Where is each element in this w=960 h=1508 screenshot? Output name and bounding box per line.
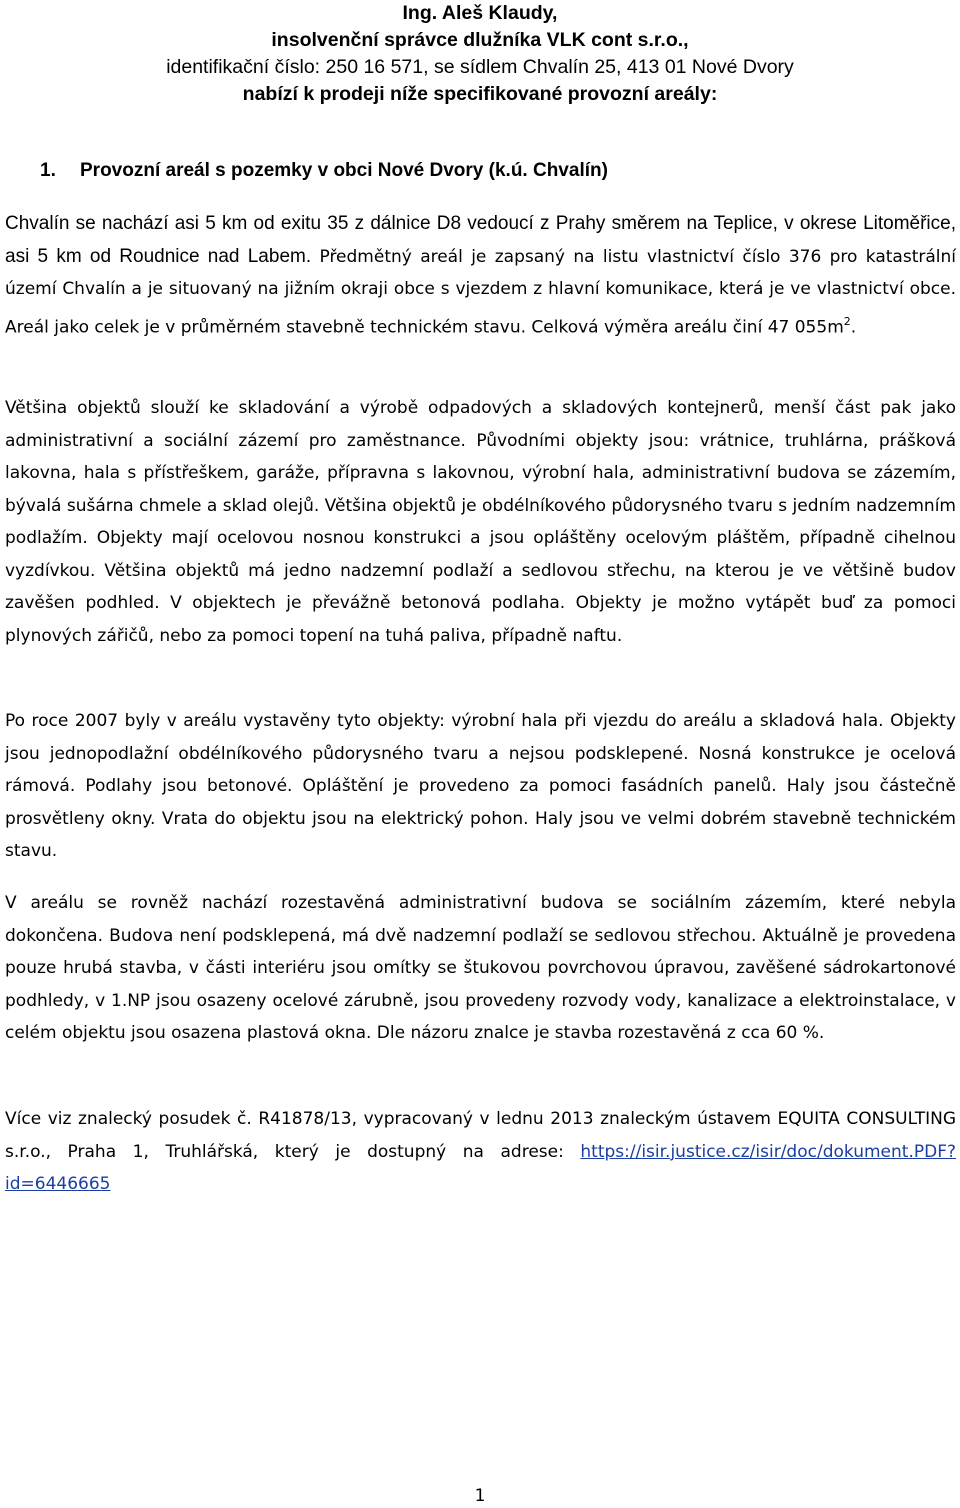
expert-report-text: Více viz znalecký posudek č. R41878/13, vypracovaný v lednu 2013 znaleckým ústavem EQUITA CONSULTING s.r.o., Praha 1, Truhlářská, který je dostupný na adrese: (5, 1109, 956, 1162)
document-header (0, 0, 960, 108)
paragraph-location-intro: Chvalín se nachází asi 5 km od exitu 35 z dálnice D8 vedoucí z Prahy směrem na Teplice, v okrese Litoměřice, asi 5 km od Roudnice nad Labem. (5, 213, 956, 267)
expert-report-link[interactable]: https://isir.justice.cz/isir/doc/dokument.PDF?id=6446665 (5, 1141, 956, 1194)
area-unit-superscript: 2 (843, 314, 851, 328)
header-role: insolvenční správce dlužníka VLK cont s.r.o., (271, 29, 689, 51)
paragraph-unfinished-building: V areálu se rovněž nachází rozestavěná administrativní budova se sociálním zázemím, které nebyla dokončena. Budova není podsklepená, má dvě nadzemní podlaží se sedlovou střechou. Aktuálně je provedena pouze hrubá stavba, v části interiéru jsou omítky se štukovou povrchovou úpravou, zavěšené sádrokartonové podhledy, v 1.NP jsou osazeny ocelové zárubně, jsou provedeny rozvody vody, kanalizace a elektroinstalace, v celém objektu jsou osazena plastová okna. Dle názoru znalce je stavba rozestavěná z cca 60 %. (5, 893, 956, 1043)
paragraph-expert-report (5, 1103, 956, 1201)
page-number: 1 (474, 1486, 486, 1506)
header-name: Ing. Aleš Klaudy, (402, 2, 558, 24)
paragraph-location-end: . (850, 316, 857, 337)
header-identification: identifikační číslo: 250 16 571, se sídlem Chvalín 25, 413 01 Nové Dvory (166, 56, 794, 78)
header-offer: nabízí k prodeji níže specifikované provozní areály: (242, 83, 718, 105)
section-heading (40, 157, 940, 184)
section-number: 1. (40, 160, 56, 181)
paragraph-location (5, 208, 956, 343)
paragraph-location-body: Předmětný areál je zapsaný na listu vlastnictví číslo 376 pro katastrální území Chvalín a je situovaný na jižním okraji obce s vjezdem z hlavní komunikace, která je ve vlastnictví obce. Areál jako celek je v průměrném stavebně technickém stavu. Celková výměra areálu činí 47 055m (5, 246, 957, 337)
paragraph-buildings: Většina objektů slouží ke skladování a výrobě odpadových a skladových kontejnerů, menší část pak jako administrativní a sociální zázemí pro zaměstnance. Původními objekty jsou: vrátnice, truhlárna, prášková lakovna, hala s přístřeškem, garáže, přípravna s lakovnou, výrobní hala, administrativní budova se zázemím, bývalá sušárna chmele a sklad olejů. Většina objektů je obdélníkového půdorysného tvaru s jedním nadzemním podlažím. Objekty mají ocelovou nosnou konstrukci a jsou opláštěny ocelovým pláštěm, případně cihelnou vyzdívkou. Většina objektů má jedno nadzemní podlaží a sedlovou střechu, na kterou je ve většině budov zavěšen podhled. V objektech je převážně betonová podlaha. Objekty je možno vytápět buď za pomoci plynových zářičů, nebo za pomoci topení na tuhá paliva, případně naftu. (5, 398, 956, 646)
paragraph-new-buildings: Po roce 2007 byly v areálu vystavěny tyto objekty: výrobní hala při vjezdu do areálu a skladová hala. Objekty jsou jednopodlažní obdélníkového půdorysného tvaru a nejsou podsklepené. Nosná konstrukce je ocelová rámová. Podlahy jsou betonové. Opláštění je provedeno za pomoci fasádních panelů. Haly jsou částečně prosvětleny okny. Vrata do objektu jsou na elektrický pohon. Haly jsou ve velmi dobrém stavebně technickém stavu. (5, 711, 956, 861)
section-title: Provozní areál s pozemky v obci Nové Dvory (k.ú. Chvalín) (80, 160, 608, 181)
